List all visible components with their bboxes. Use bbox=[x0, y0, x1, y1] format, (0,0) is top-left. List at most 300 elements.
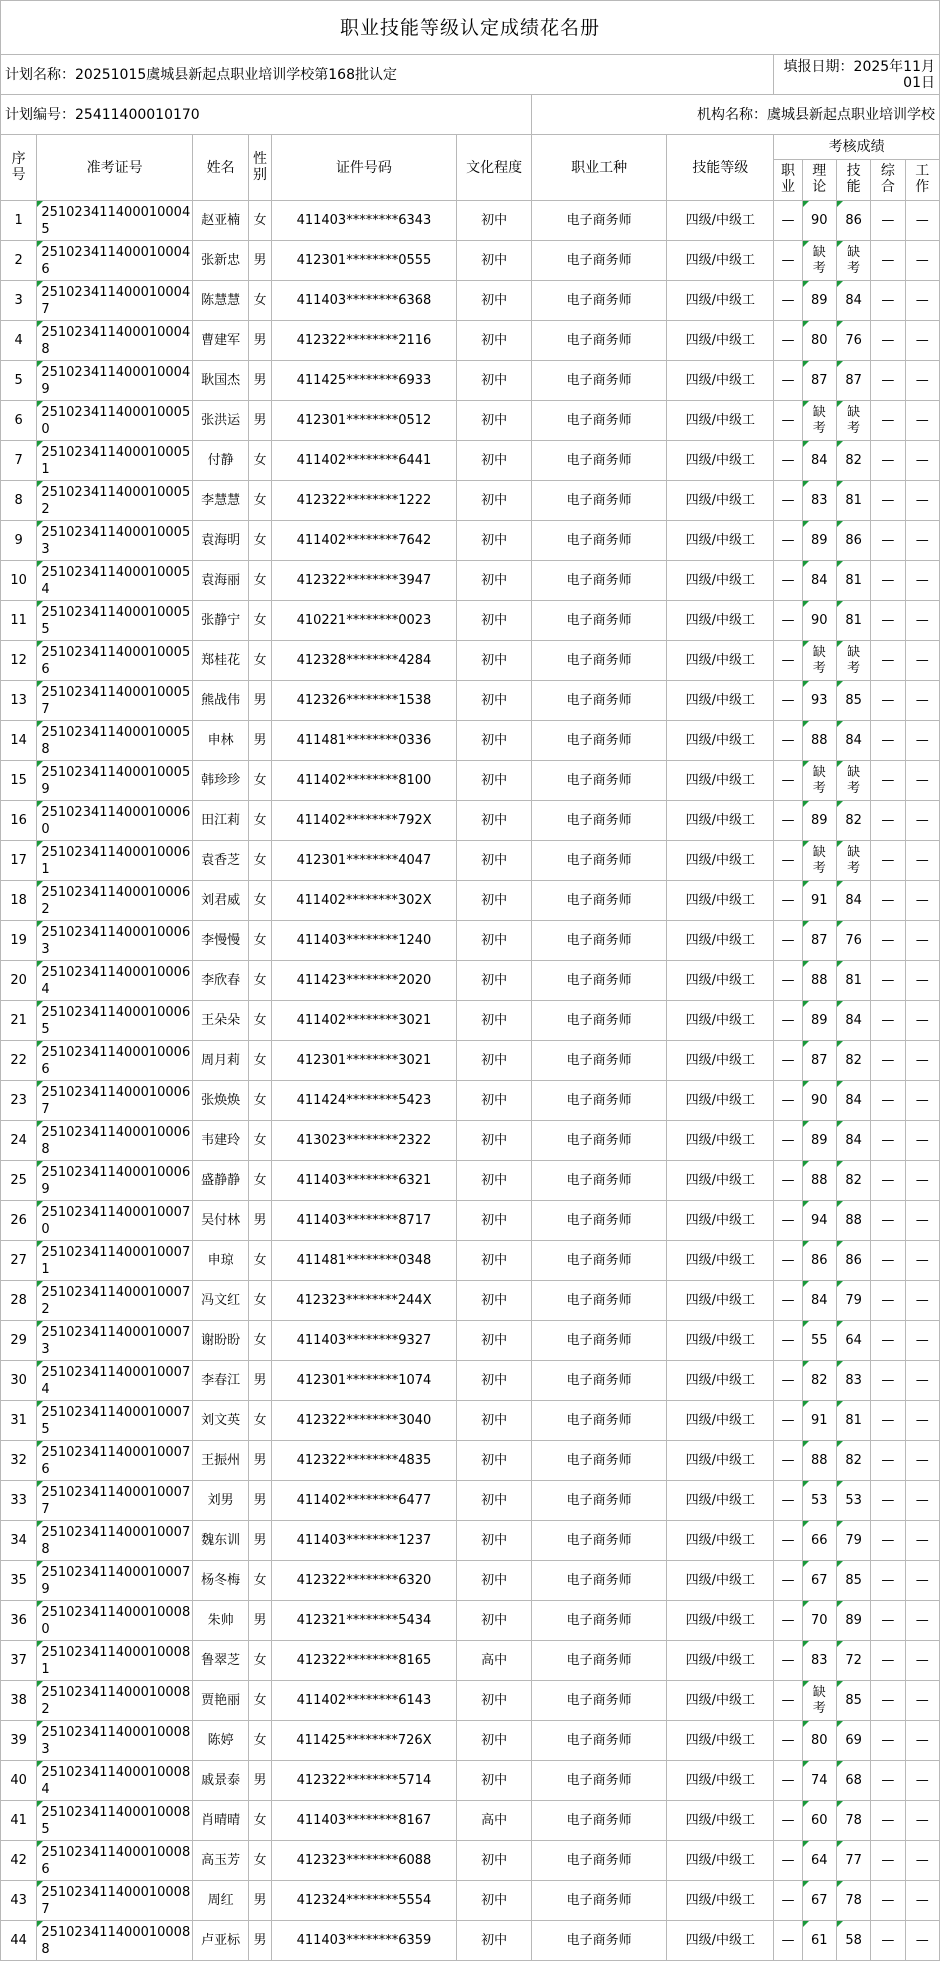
cell-level: 四级/中级工 bbox=[667, 561, 774, 601]
cell-gender: 女 bbox=[249, 1281, 271, 1321]
cell-score-prof: — bbox=[774, 1801, 802, 1841]
cell-score-comp: — bbox=[871, 801, 905, 841]
cell-exam-no: 2510234114000100067 bbox=[37, 1081, 192, 1121]
cell-education: 初中 bbox=[457, 841, 532, 881]
cell-score-work: — bbox=[905, 521, 939, 561]
cell-education: 初中 bbox=[457, 361, 532, 401]
table-row bbox=[1, 1601, 940, 1641]
cell-gender: 女 bbox=[249, 1041, 271, 1081]
cell-score-comp: — bbox=[871, 1241, 905, 1281]
table-row bbox=[1, 761, 940, 801]
cell-score-prof: — bbox=[774, 961, 802, 1001]
cell-education: 初中 bbox=[457, 721, 532, 761]
cell-id-no: 412322********3040 bbox=[271, 1401, 457, 1441]
cell-occupation: 电子商务师 bbox=[532, 601, 667, 641]
cell-score-skill: 82 bbox=[836, 1441, 870, 1481]
cell-score-theory: 53 bbox=[802, 1481, 836, 1521]
cell-level: 四级/中级工 bbox=[667, 1201, 774, 1241]
header-score-skill: 技能 bbox=[836, 160, 870, 201]
cell-name: 李春江 bbox=[192, 1361, 249, 1401]
cell-id-no: 411402********792X bbox=[271, 801, 457, 841]
cell-seq: 2 bbox=[1, 241, 37, 281]
cell-score-work: — bbox=[905, 1321, 939, 1361]
cell-gender: 男 bbox=[249, 321, 271, 361]
cell-score-theory bbox=[802, 841, 836, 881]
cell-seq: 16 bbox=[1, 801, 37, 841]
cell-exam-no: 2510234114000100074 bbox=[37, 1361, 192, 1401]
cell-exam-no: 2510234114000100065 bbox=[37, 1001, 192, 1041]
cell-id-no: 412322********1222 bbox=[271, 481, 457, 521]
cell-score-work: — bbox=[905, 561, 939, 601]
cell-education: 初中 bbox=[457, 1521, 532, 1561]
cell-occupation: 电子商务师 bbox=[532, 1681, 667, 1721]
cell-score-skill: 85 bbox=[836, 1681, 870, 1721]
cell-score-comp: — bbox=[871, 1441, 905, 1481]
cell-exam-no: 2510234114000100077 bbox=[37, 1481, 192, 1521]
cell-gender: 女 bbox=[249, 921, 271, 961]
cell-name: 袁香芝 bbox=[192, 841, 249, 881]
cell-score-work: — bbox=[905, 281, 939, 321]
cell-id-no: 413023********2322 bbox=[271, 1121, 457, 1161]
cell-level: 四级/中级工 bbox=[667, 321, 774, 361]
cell-score-work: — bbox=[905, 321, 939, 361]
header-exam-no: 准考证号 bbox=[37, 135, 192, 201]
cell-score-skill bbox=[836, 841, 870, 881]
cell-score-work: — bbox=[905, 441, 939, 481]
cell-occupation: 电子商务师 bbox=[532, 481, 667, 521]
cell-name: 刘文英 bbox=[192, 1401, 249, 1441]
cell-gender: 男 bbox=[249, 1761, 271, 1801]
cell-seq: 35 bbox=[1, 1561, 37, 1601]
cell-level: 四级/中级工 bbox=[667, 1641, 774, 1681]
cell-score-comp: — bbox=[871, 1521, 905, 1561]
cell-level: 四级/中级工 bbox=[667, 1241, 774, 1281]
cell-gender: 女 bbox=[249, 881, 271, 921]
cell-score-work: — bbox=[905, 1401, 939, 1441]
cell-name: 周月莉 bbox=[192, 1041, 249, 1081]
cell-occupation: 电子商务师 bbox=[532, 641, 667, 681]
cell-score-work: — bbox=[905, 1361, 939, 1401]
cell-score-work: — bbox=[905, 1841, 939, 1881]
cell-score-skill: 84 bbox=[836, 1081, 870, 1121]
cell-score-work: — bbox=[905, 361, 939, 401]
cell-score-prof: — bbox=[774, 641, 802, 681]
absent-label: 缺考 bbox=[847, 244, 861, 276]
cell-exam-no: 2510234114000100083 bbox=[37, 1721, 192, 1761]
cell-seq: 38 bbox=[1, 1681, 37, 1721]
cell-level: 四级/中级工 bbox=[667, 281, 774, 321]
cell-occupation: 电子商务师 bbox=[532, 881, 667, 921]
cell-score-work: — bbox=[905, 201, 939, 241]
cell-score-theory bbox=[802, 1681, 836, 1721]
cell-seq: 23 bbox=[1, 1081, 37, 1121]
cell-score-skill: 69 bbox=[836, 1721, 870, 1761]
cell-score-theory: 80 bbox=[802, 321, 836, 361]
cell-gender: 男 bbox=[249, 1881, 271, 1921]
cell-id-no: 412322********4835 bbox=[271, 1441, 457, 1481]
cell-id-no: 411403********8167 bbox=[271, 1801, 457, 1841]
header-score-comp: 综合 bbox=[871, 160, 905, 201]
header-level: 技能等级 bbox=[667, 135, 774, 201]
cell-score-theory: 91 bbox=[802, 881, 836, 921]
cell-id-no: 412321********5434 bbox=[271, 1601, 457, 1641]
cell-id-no: 411403********6368 bbox=[271, 281, 457, 321]
cell-name: 吴付林 bbox=[192, 1201, 249, 1241]
cell-score-prof: — bbox=[774, 1081, 802, 1121]
cell-name: 李慧慧 bbox=[192, 481, 249, 521]
cell-exam-no: 2510234114000100058 bbox=[37, 721, 192, 761]
cell-score-comp: — bbox=[871, 841, 905, 881]
cell-name: 张焕焕 bbox=[192, 1081, 249, 1121]
cell-education: 初中 bbox=[457, 1761, 532, 1801]
cell-seq: 30 bbox=[1, 1361, 37, 1401]
cell-id-no: 411402********3021 bbox=[271, 1001, 457, 1041]
cell-gender: 女 bbox=[249, 1321, 271, 1361]
cell-name: 付静 bbox=[192, 441, 249, 481]
cell-level: 四级/中级工 bbox=[667, 1441, 774, 1481]
cell-name: 朱帅 bbox=[192, 1601, 249, 1641]
absent-label: 缺考 bbox=[812, 404, 826, 436]
cell-score-skill bbox=[836, 401, 870, 441]
cell-name: 杨冬梅 bbox=[192, 1561, 249, 1601]
cell-education: 高中 bbox=[457, 1801, 532, 1841]
cell-score-comp: — bbox=[871, 601, 905, 641]
table-row bbox=[1, 841, 940, 881]
cell-id-no: 412326********1538 bbox=[271, 681, 457, 721]
cell-score-theory bbox=[802, 241, 836, 281]
cell-score-theory: 86 bbox=[802, 1241, 836, 1281]
cell-score-comp: — bbox=[871, 641, 905, 681]
cell-occupation: 电子商务师 bbox=[532, 1241, 667, 1281]
table-row bbox=[1, 1401, 940, 1441]
cell-gender: 女 bbox=[249, 1161, 271, 1201]
cell-score-comp: — bbox=[871, 921, 905, 961]
cell-score-theory: 67 bbox=[802, 1881, 836, 1921]
cell-score-skill: 53 bbox=[836, 1481, 870, 1521]
cell-occupation: 电子商务师 bbox=[532, 401, 667, 441]
cell-occupation: 电子商务师 bbox=[532, 281, 667, 321]
cell-occupation: 电子商务师 bbox=[532, 1561, 667, 1601]
cell-level: 四级/中级工 bbox=[667, 1801, 774, 1841]
cell-score-theory: 80 bbox=[802, 1721, 836, 1761]
table-row bbox=[1, 601, 940, 641]
cell-exam-no: 2510234114000100057 bbox=[37, 681, 192, 721]
cell-id-no: 411402********302X bbox=[271, 881, 457, 921]
cell-score-skill: 82 bbox=[836, 801, 870, 841]
cell-education: 初中 bbox=[457, 1561, 532, 1601]
cell-id-no: 410221********0023 bbox=[271, 601, 457, 641]
cell-exam-no: 2510234114000100082 bbox=[37, 1681, 192, 1721]
table-row bbox=[1, 1121, 940, 1161]
cell-id-no: 411481********0336 bbox=[271, 721, 457, 761]
cell-name: 张洪运 bbox=[192, 401, 249, 441]
cell-score-work: — bbox=[905, 1281, 939, 1321]
table-row bbox=[1, 1161, 940, 1201]
cell-score-skill: 86 bbox=[836, 521, 870, 561]
cell-education: 初中 bbox=[457, 1001, 532, 1041]
cell-education: 初中 bbox=[457, 1041, 532, 1081]
cell-education: 初中 bbox=[457, 761, 532, 801]
cell-score-comp: — bbox=[871, 1321, 905, 1361]
cell-score-prof: — bbox=[774, 1281, 802, 1321]
cell-score-work: — bbox=[905, 1881, 939, 1921]
cell-id-no: 411402********6477 bbox=[271, 1481, 457, 1521]
cell-name: 李欣春 bbox=[192, 961, 249, 1001]
absent-label: 缺考 bbox=[847, 644, 861, 676]
cell-education: 初中 bbox=[457, 881, 532, 921]
cell-score-prof: — bbox=[774, 1321, 802, 1361]
cell-education: 初中 bbox=[457, 401, 532, 441]
table-row bbox=[1, 1481, 940, 1521]
cell-seq: 34 bbox=[1, 1521, 37, 1561]
cell-education: 初中 bbox=[457, 961, 532, 1001]
absent-label: 缺考 bbox=[812, 764, 826, 796]
cell-score-comp: — bbox=[871, 1601, 905, 1641]
cell-level: 四级/中级工 bbox=[667, 1001, 774, 1041]
cell-id-no: 412323********6088 bbox=[271, 1841, 457, 1881]
cell-education: 初中 bbox=[457, 801, 532, 841]
table-row bbox=[1, 1001, 940, 1041]
cell-score-skill: 82 bbox=[836, 441, 870, 481]
cell-level: 四级/中级工 bbox=[667, 1561, 774, 1601]
cell-exam-no: 2510234114000100079 bbox=[37, 1561, 192, 1601]
cell-exam-no: 2510234114000100064 bbox=[37, 961, 192, 1001]
cell-exam-no: 2510234114000100051 bbox=[37, 441, 192, 481]
cell-gender: 女 bbox=[249, 201, 271, 241]
table-row bbox=[1, 1561, 940, 1601]
header-gender: 性别 bbox=[249, 135, 271, 201]
cell-gender: 女 bbox=[249, 1841, 271, 1881]
cell-occupation: 电子商务师 bbox=[532, 521, 667, 561]
cell-exam-no: 2510234114000100086 bbox=[37, 1841, 192, 1881]
table-row bbox=[1, 1681, 940, 1721]
cell-exam-no: 2510234114000100070 bbox=[37, 1201, 192, 1241]
cell-score-prof: — bbox=[774, 1481, 802, 1521]
cell-occupation: 电子商务师 bbox=[532, 1801, 667, 1841]
cell-education: 初中 bbox=[457, 441, 532, 481]
cell-score-work: — bbox=[905, 1121, 939, 1161]
cell-gender: 女 bbox=[249, 1561, 271, 1601]
cell-score-skill: 68 bbox=[836, 1761, 870, 1801]
cell-id-no: 411403********6321 bbox=[271, 1161, 457, 1201]
table-row bbox=[1, 1321, 940, 1361]
cell-score-prof: — bbox=[774, 241, 802, 281]
cell-exam-no: 2510234114000100084 bbox=[37, 1761, 192, 1801]
cell-score-prof: — bbox=[774, 361, 802, 401]
cell-score-skill: 79 bbox=[836, 1521, 870, 1561]
cell-seq: 4 bbox=[1, 321, 37, 361]
cell-score-comp: — bbox=[871, 761, 905, 801]
cell-score-theory: 89 bbox=[802, 281, 836, 321]
cell-id-no: 411402********8100 bbox=[271, 761, 457, 801]
cell-score-prof: — bbox=[774, 1201, 802, 1241]
cell-level: 四级/中级工 bbox=[667, 841, 774, 881]
header-occupation: 职业工种 bbox=[532, 135, 667, 201]
cell-gender: 女 bbox=[249, 1801, 271, 1841]
cell-exam-no: 2510234114000100059 bbox=[37, 761, 192, 801]
cell-score-prof: — bbox=[774, 1601, 802, 1641]
table-row bbox=[1, 441, 940, 481]
cell-score-skill: 72 bbox=[836, 1641, 870, 1681]
cell-gender: 男 bbox=[249, 721, 271, 761]
cell-occupation: 电子商务师 bbox=[532, 961, 667, 1001]
cell-occupation: 电子商务师 bbox=[532, 1001, 667, 1041]
cell-score-theory: 88 bbox=[802, 1161, 836, 1201]
cell-occupation: 电子商务师 bbox=[532, 841, 667, 881]
cell-seq: 18 bbox=[1, 881, 37, 921]
cell-score-comp: — bbox=[871, 1121, 905, 1161]
cell-id-no: 412322********8165 bbox=[271, 1641, 457, 1681]
cell-score-prof: — bbox=[774, 1721, 802, 1761]
cell-seq: 19 bbox=[1, 921, 37, 961]
cell-name: 耿国杰 bbox=[192, 361, 249, 401]
cell-score-theory: 83 bbox=[802, 481, 836, 521]
table-row bbox=[1, 881, 940, 921]
cell-score-skill: 76 bbox=[836, 921, 870, 961]
cell-seq: 9 bbox=[1, 521, 37, 561]
cell-score-skill: 84 bbox=[836, 1121, 870, 1161]
cell-score-comp: — bbox=[871, 1281, 905, 1321]
cell-education: 初中 bbox=[457, 1241, 532, 1281]
cell-gender: 女 bbox=[249, 1001, 271, 1041]
table-row bbox=[1, 481, 940, 521]
table-row bbox=[1, 1521, 940, 1561]
cell-seq: 29 bbox=[1, 1321, 37, 1361]
page-title: 职业技能等级认定成绩花名册 bbox=[1, 1, 940, 55]
cell-exam-no: 2510234114000100060 bbox=[37, 801, 192, 841]
cell-level: 四级/中级工 bbox=[667, 881, 774, 921]
cell-gender: 女 bbox=[249, 1721, 271, 1761]
header-score-prof: 职业 bbox=[774, 160, 802, 201]
cell-exam-no: 2510234114000100088 bbox=[37, 1921, 192, 1961]
cell-name: 刘君威 bbox=[192, 881, 249, 921]
cell-score-prof: — bbox=[774, 1361, 802, 1401]
table-row bbox=[1, 1241, 940, 1281]
cell-score-skill: 84 bbox=[836, 1001, 870, 1041]
cell-score-comp: — bbox=[871, 321, 905, 361]
cell-occupation: 电子商务师 bbox=[532, 1361, 667, 1401]
cell-education: 初中 bbox=[457, 521, 532, 561]
cell-score-theory: 66 bbox=[802, 1521, 836, 1561]
cell-score-theory: 61 bbox=[802, 1921, 836, 1961]
cell-exam-no: 2510234114000100049 bbox=[37, 361, 192, 401]
cell-score-skill: 85 bbox=[836, 1561, 870, 1601]
cell-id-no: 412301********3021 bbox=[271, 1041, 457, 1081]
cell-score-theory: 83 bbox=[802, 1641, 836, 1681]
cell-education: 初中 bbox=[457, 321, 532, 361]
cell-score-theory: 70 bbox=[802, 1601, 836, 1641]
cell-seq: 12 bbox=[1, 641, 37, 681]
cell-id-no: 411425********726X bbox=[271, 1721, 457, 1761]
cell-score-comp: — bbox=[871, 1761, 905, 1801]
cell-id-no: 412301********4047 bbox=[271, 841, 457, 881]
cell-score-prof: — bbox=[774, 1561, 802, 1601]
cell-level: 四级/中级工 bbox=[667, 921, 774, 961]
cell-score-work: — bbox=[905, 1201, 939, 1241]
cell-name: 张新忠 bbox=[192, 241, 249, 281]
cell-education: 初中 bbox=[457, 1161, 532, 1201]
cell-score-skill bbox=[836, 241, 870, 281]
cell-id-no: 412322********3947 bbox=[271, 561, 457, 601]
cell-score-theory: 93 bbox=[802, 681, 836, 721]
cell-name: 郑桂花 bbox=[192, 641, 249, 681]
cell-seq: 43 bbox=[1, 1881, 37, 1921]
cell-seq: 11 bbox=[1, 601, 37, 641]
cell-name: 王振州 bbox=[192, 1441, 249, 1481]
cell-score-prof: — bbox=[774, 1121, 802, 1161]
cell-score-prof: — bbox=[774, 281, 802, 321]
cell-score-prof: — bbox=[774, 1681, 802, 1721]
cell-score-comp: — bbox=[871, 881, 905, 921]
cell-score-work: — bbox=[905, 681, 939, 721]
cell-occupation: 电子商务师 bbox=[532, 1481, 667, 1521]
cell-name: 申林 bbox=[192, 721, 249, 761]
cell-score-work: — bbox=[905, 1161, 939, 1201]
cell-id-no: 411403********1237 bbox=[271, 1521, 457, 1561]
cell-score-prof: — bbox=[774, 201, 802, 241]
cell-gender: 女 bbox=[249, 801, 271, 841]
cell-exam-no: 2510234114000100080 bbox=[37, 1601, 192, 1641]
header-score-work: 工作 bbox=[905, 160, 939, 201]
cell-gender: 女 bbox=[249, 961, 271, 1001]
cell-gender: 男 bbox=[249, 241, 271, 281]
cell-occupation: 电子商务师 bbox=[532, 241, 667, 281]
cell-seq: 26 bbox=[1, 1201, 37, 1241]
cell-name: 李慢慢 bbox=[192, 921, 249, 961]
cell-gender: 女 bbox=[249, 441, 271, 481]
cell-gender: 女 bbox=[249, 281, 271, 321]
cell-exam-no: 2510234114000100062 bbox=[37, 881, 192, 921]
table-row bbox=[1, 1641, 940, 1681]
cell-education: 初中 bbox=[457, 1361, 532, 1401]
header-seq: 序号 bbox=[1, 135, 37, 201]
cell-score-work: — bbox=[905, 481, 939, 521]
cell-score-prof: — bbox=[774, 481, 802, 521]
cell-level: 四级/中级工 bbox=[667, 1081, 774, 1121]
cell-gender: 男 bbox=[249, 1201, 271, 1241]
cell-exam-no: 2510234114000100066 bbox=[37, 1041, 192, 1081]
cell-score-skill: 64 bbox=[836, 1321, 870, 1361]
cell-score-skill: 81 bbox=[836, 561, 870, 601]
plan-number: 计划编号：25411400010170 bbox=[1, 95, 532, 135]
cell-score-theory: 55 bbox=[802, 1321, 836, 1361]
cell-name: 陈婷 bbox=[192, 1721, 249, 1761]
cell-score-comp: — bbox=[871, 441, 905, 481]
cell-gender: 男 bbox=[249, 681, 271, 721]
cell-education: 初中 bbox=[457, 281, 532, 321]
table-row bbox=[1, 1361, 940, 1401]
cell-education: 初中 bbox=[457, 1601, 532, 1641]
table-row bbox=[1, 1841, 940, 1881]
cell-id-no: 411402********6441 bbox=[271, 441, 457, 481]
cell-score-comp: — bbox=[871, 681, 905, 721]
cell-level: 四级/中级工 bbox=[667, 241, 774, 281]
cell-score-prof: — bbox=[774, 721, 802, 761]
cell-score-skill: 87 bbox=[836, 361, 870, 401]
cell-occupation: 电子商务师 bbox=[532, 1641, 667, 1681]
cell-exam-no: 2510234114000100054 bbox=[37, 561, 192, 601]
cell-name: 魏东训 bbox=[192, 1521, 249, 1561]
cell-score-work: — bbox=[905, 1721, 939, 1761]
cell-score-skill bbox=[836, 641, 870, 681]
absent-label: 缺考 bbox=[812, 844, 826, 876]
cell-id-no: 412322********2116 bbox=[271, 321, 457, 361]
cell-occupation: 电子商务师 bbox=[532, 1921, 667, 1961]
cell-score-work: — bbox=[905, 601, 939, 641]
cell-seq: 1 bbox=[1, 201, 37, 241]
table-row bbox=[1, 241, 940, 281]
cell-id-no: 412301********0555 bbox=[271, 241, 457, 281]
